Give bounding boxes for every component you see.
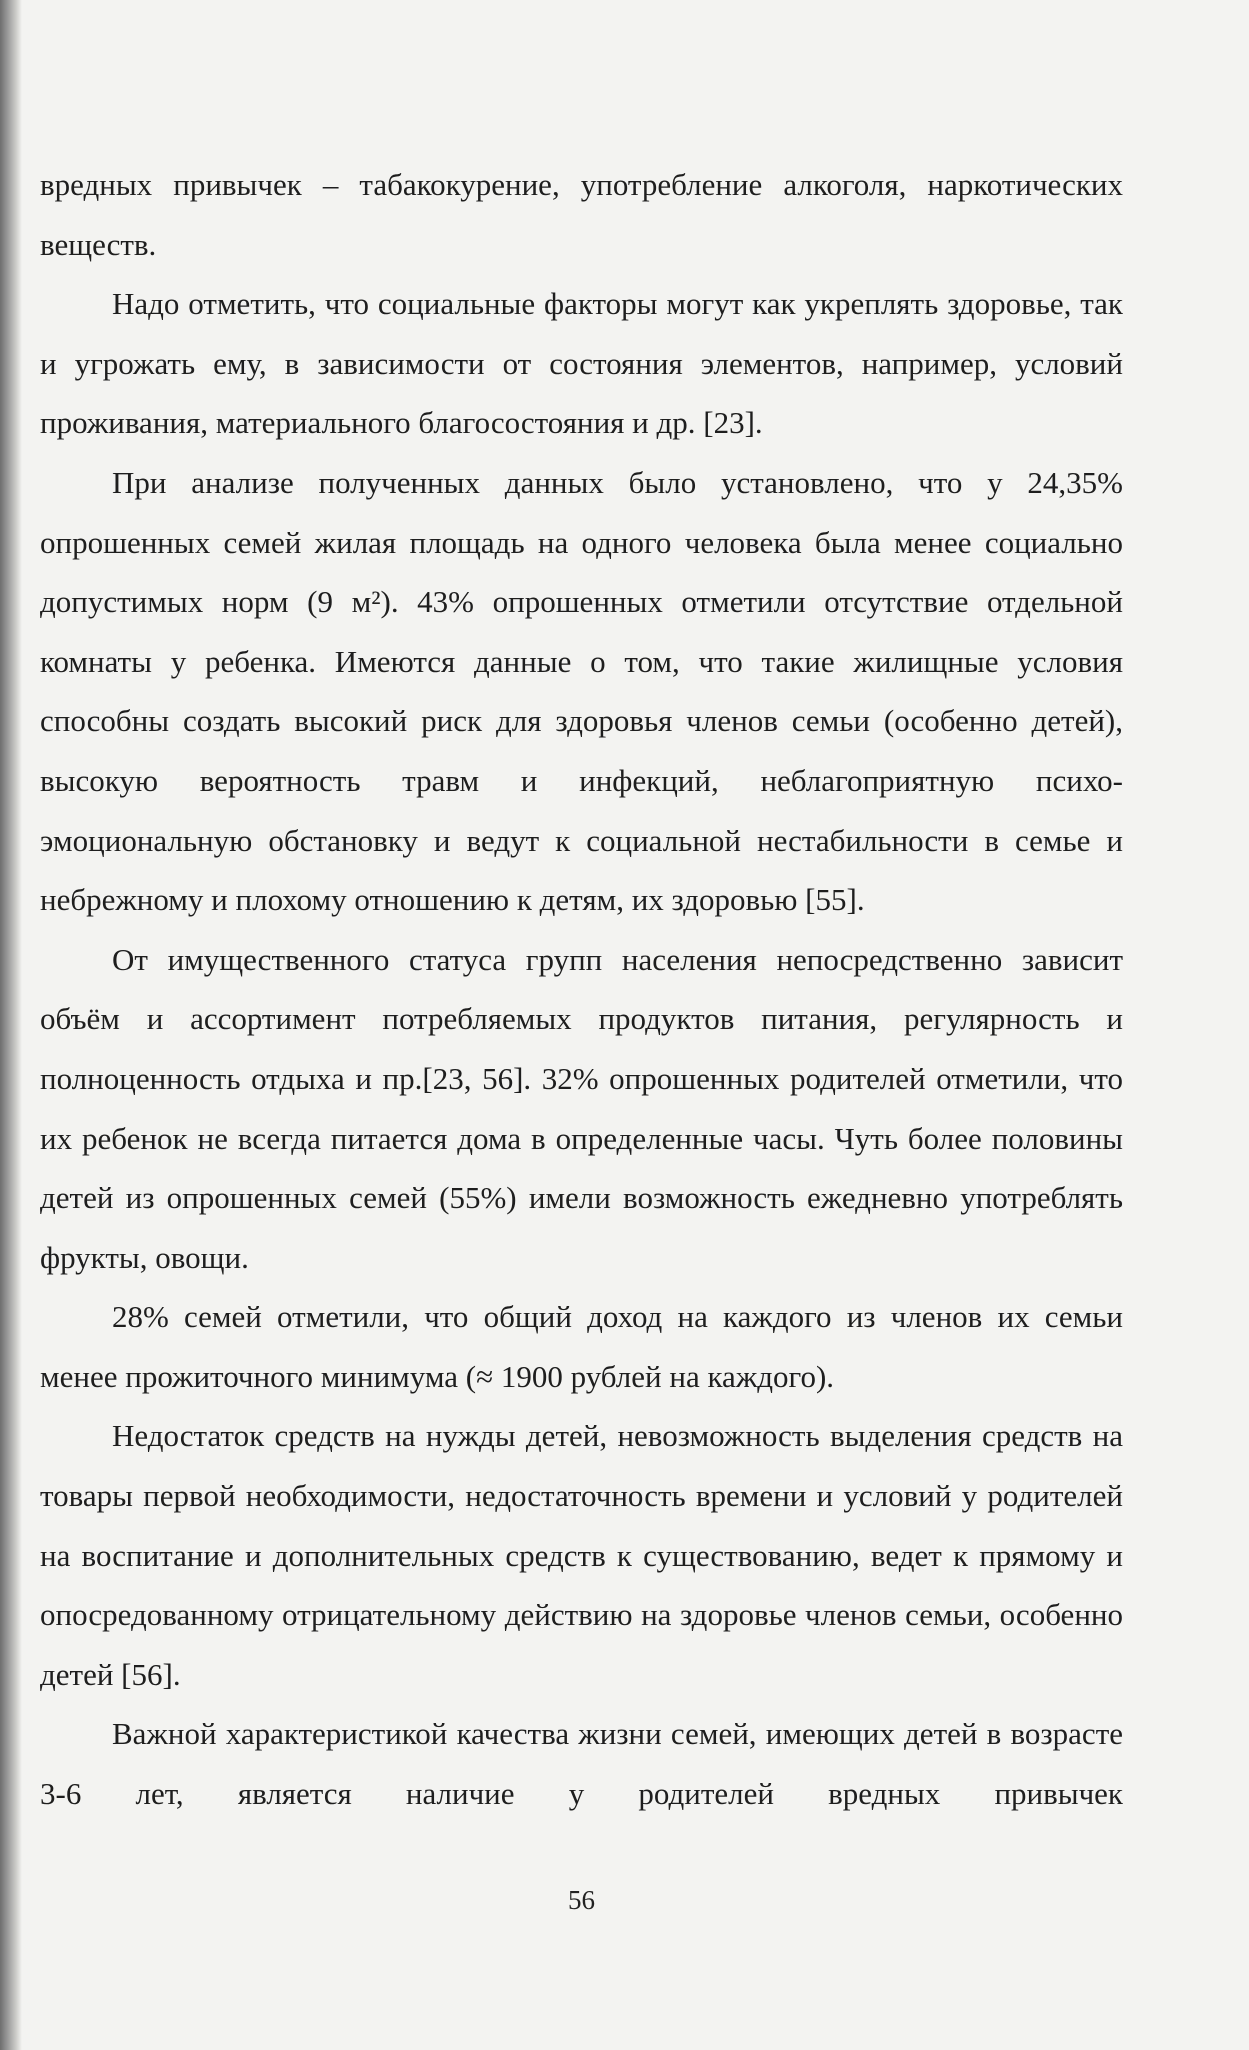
paragraph-housing-analysis: При анализе полученных данных было установлено, что у 24,35% опрошенных семей жилая площадь на одного человека была менее социально допустимых норм (9 м²). 43% опрошенных отметили отсутствие отдельной комнаты у ребенка. Имеются данные о том, что такие жилищные условия способны создать высокий риск для здоровья членов семьи (особенно детей), высокую вероятность травм и инфекций, неблагоприятную психо-эмоциональную обстановку и ведут к социальной нестабильности в семье и небрежному и плохому отношению к детям, их здоровью [55].	[40, 464, 1123, 918]
paragraph-bad-habits: Важной характеристикой качества жизни семей, имеющих детей в возрасте 3-6 лет, является наличие у родителей вредных привычек	[40, 1716, 1123, 1812]
paragraph-income: 28% семей отметили, что общий доход на каждого из членов их семьи менее прожиточного минимума (≈ 1900 рублей на каждого).	[40, 1299, 1123, 1394]
paragraph-continuation: вредных привычек – табакокурение, употребление алкоголя, наркотических веществ.	[40, 167, 1123, 262]
page-number: 56	[568, 1885, 595, 1915]
paragraph-property-status: От имущественного статуса групп населения непосредственно зависит объём и ассортимент потребляемых продуктов питания, регулярность и полноценность отдыха и пр.[23, 56]. 32% опрошенных родителей отметили, что их ребенок не всегда питается дома в определенные часы. Чуть более половины детей из опрошенных семей (55%) имели возможность ежедневно употреблять фрукты, овощи.	[40, 941, 1123, 1275]
scan-binding-shadow	[0, 0, 22, 2050]
page-body	[40, 155, 1123, 1824]
paragraph-lack-of-funds: Недостаток средств на нужды детей, невозможность выделения средств на товары первой необходимости, недостаточность времени и условий у родителей на воспитание и дополнительных средств к существованию, ведет к прямому и опосредованному отрицательному действию на здоровье членов семьи, особенно детей [56].	[40, 1418, 1123, 1692]
paragraph-social-factors: Надо отметить, что социальные факторы могут как укреплять здоровье, так и угрожать ему, в зависимости от состояния элементов, например, условий проживания, материального благосостояния и др. [23].	[40, 286, 1123, 441]
